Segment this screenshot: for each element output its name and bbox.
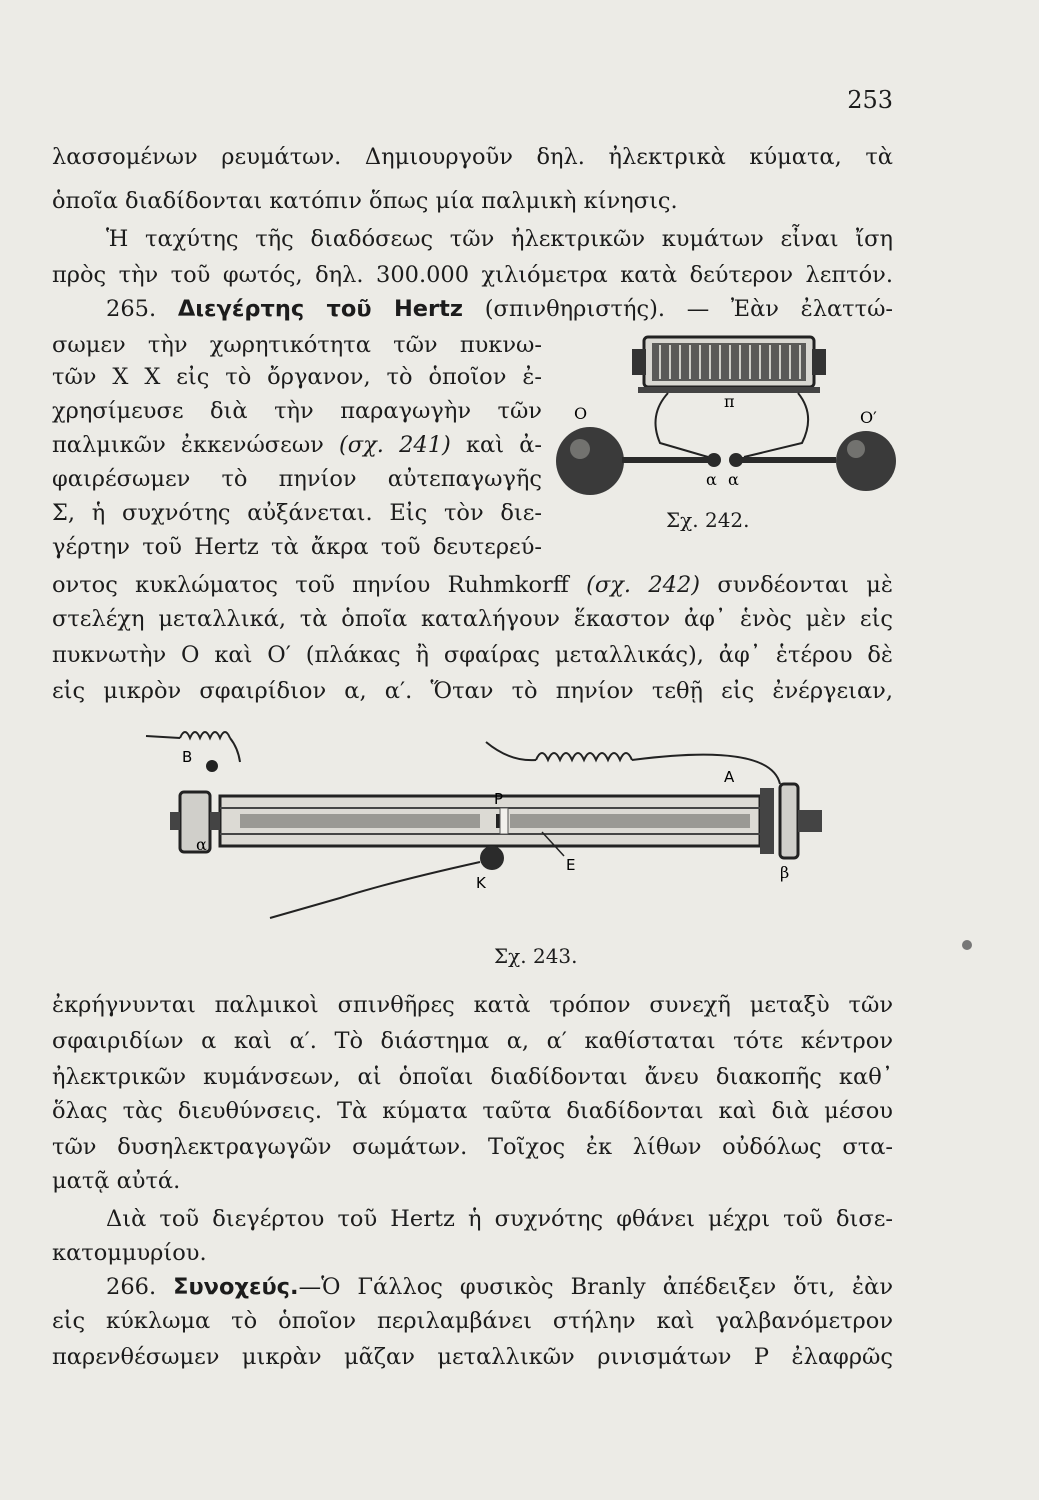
text-line: εἰς κύκλωμα τὸ ὁποῖον περιλαμβάνει στήλην καὶ γαλβανόμετρον: [52, 1308, 893, 1334]
text-line-with-ref: [52, 430, 542, 460]
wire-A-right: [632, 755, 780, 784]
text-line-with-ref: [52, 570, 893, 600]
label-E: E: [566, 856, 576, 874]
wire-A-left: [486, 742, 536, 760]
label-beta: β: [780, 863, 790, 882]
text-segment: συνδέονται μὲ: [700, 572, 893, 598]
text-line: πρὸς τὴν τοῦ φωτός, δηλ. 300.000 χιλιόμετρα κατὰ δεύτερον λεπτόν.: [52, 262, 893, 288]
text-line: χρησίμευσε διὰ τὴν παραγωγὴν τῶν: [52, 398, 542, 424]
section-heading-rest: —Ὁ Γάλλος φυσικὸς Branly ἀπέδειξεν ὅτι, ἐὰν: [298, 1274, 893, 1300]
wire-B-down: [230, 738, 240, 762]
text-line: τῶν δυσηλεκτραγωγῶν σωμάτων. Τοῖχος ἐκ λίθων οὐδόλως στα-: [52, 1134, 893, 1160]
label-O-prime: O′: [860, 408, 877, 427]
text-line: Διὰ τοῦ διεγέρτου τοῦ Hertz ἡ συχνότης φθάνει μέχρι τοῦ δισε-: [106, 1206, 893, 1232]
text-line: σφαιριδίων α καὶ α′. Τὸ διάστημα α, α′ καθίσταται τότε κέντρον: [52, 1028, 893, 1054]
figure-242-hertz-oscillator: [548, 325, 908, 505]
figure-ref: (σχ. 241): [339, 432, 451, 458]
sphere-O-icon: [556, 427, 624, 495]
text-line: τῶν X X εἰς τὸ ὄργανον, τὸ ὁποῖον ἐ-: [52, 364, 542, 390]
text-line: ὁποῖα διαδίδονται κατόπιν ὅπως μία παλμικὴ κίνησις.: [52, 188, 678, 214]
section-number: 265.: [106, 296, 157, 322]
ball-K-icon: [480, 846, 504, 870]
text-line: πυκνωτὴν Ο καὶ Ο′ (πλάκας ἢ σφαίρας μεταλλικάς), ἀφ᾿ ἑτέρου δὲ: [52, 642, 893, 668]
label-B: B: [182, 748, 193, 766]
text-line: γέρτην τοῦ Hertz τὰ ἄκρα τοῦ δευτερεύ-: [52, 534, 542, 560]
text-line: ὅλας τὰς διευθύνσεις. Τὰ κύματα ταῦτα διαδίδονται καὶ διὰ μέσου: [52, 1098, 893, 1124]
text-line: στελέχη μεταλλικά, τὰ ὁποῖα καταλήγουν ἕκαστον ἀφ᾿ ἑνὸς μὲν εἰς: [52, 606, 893, 632]
text-line: Σ, ἡ συχνότης αὐξάνεται. Εἰς τὸν διε-: [52, 500, 542, 526]
text-line: ἐκρήγνυνται παλμικοὶ σπινθῆρες κατὰ τρόπον συνεχῆ μεταξὺ τῶν: [52, 992, 893, 1018]
wire-K: [270, 862, 480, 918]
section-heading-rest: (σπινθηριστής). — Ἐὰν ἐλαττώ-: [484, 296, 894, 322]
section-265-heading-line: [52, 294, 893, 324]
page-number: 253: [847, 86, 893, 114]
wire-B: [146, 736, 180, 738]
text-line: φαιρέσωμεν τὸ πηνίον αὐτεπαγωγῆς: [52, 466, 542, 492]
figure-242-caption: Σχ. 242.: [666, 508, 750, 532]
section-heading: Συνοχεύς.: [173, 1274, 299, 1300]
label-a: α: [706, 470, 717, 489]
text-line: σωμεν τὴν χωρητικότητα τῶν πυκνω-: [52, 332, 542, 358]
figure-243-apparatus: [140, 722, 830, 932]
text-segment: οντος κυκλώματος τοῦ πηνίου Ruhmkorff: [52, 572, 587, 598]
label-coil: π: [724, 392, 735, 411]
text-line: ἠλεκτρικῶν κυμάνσεων, αἱ ὁποῖαι διαδίδονται ἄνευ διακοπῆς καθ᾿: [52, 1064, 893, 1090]
sphere-highlight: [847, 440, 865, 458]
section-266-heading-line: [52, 1272, 893, 1302]
label-O: O: [574, 404, 588, 423]
scan-speck: [962, 940, 972, 950]
label-alpha: α: [196, 835, 207, 854]
text-line: παρενθέσωμεν μικρὰν μᾶζαν μεταλλικῶν ρινισμάτων Ρ ἐλαφρῶς: [52, 1344, 893, 1370]
ball-a-prime-icon: [729, 453, 743, 467]
text-line: ματᾷ αὐτά.: [52, 1168, 181, 1194]
sphere-O-prime-icon: [836, 431, 896, 491]
text-line: κατομμυρίου.: [52, 1240, 207, 1266]
wire-left: [656, 393, 709, 457]
spiral-wire-A: [536, 753, 632, 760]
sphere-highlight: [570, 439, 590, 459]
text-line: λασσομένων ρευμάτων. Δημιουργοῦν δηλ. ἠλεκτρικὰ κύματα, τὰ: [52, 144, 893, 170]
label-A: A: [724, 768, 735, 786]
text-line: εἰς μικρὸν σφαιρίδιον α, α′. Ὅταν τὸ πηνίον τεθῇ εἰς ἐνέργειαν,: [52, 678, 893, 704]
section-heading: Διεγέρτης τοῦ Hertz: [177, 296, 463, 322]
spiral-wire-B: [180, 732, 230, 738]
section-number: 266.: [106, 1274, 157, 1300]
text-segment: παλμικῶν ἐκκενώσεων: [52, 432, 339, 458]
figure-ref: (σχ. 242): [586, 572, 701, 598]
figure-243-caption: Σχ. 243.: [494, 944, 578, 968]
label-a-prime: α: [728, 470, 739, 489]
text-segment: καὶ ἀ-: [450, 432, 542, 458]
label-P: P: [494, 790, 504, 808]
text-line: Ἡ ταχύτης τῆς διαδόσεως τῶν ἠλεκτρικῶν κυμάτων εἶναι ἴση: [106, 226, 893, 252]
wire-right: [744, 393, 808, 457]
rod-left: [622, 457, 710, 463]
label-K: K: [476, 874, 486, 892]
induction-coil-icon: [632, 337, 826, 393]
rod-right: [740, 457, 836, 463]
ball-a-icon: [707, 453, 721, 467]
terminal-B-icon: [206, 760, 218, 772]
